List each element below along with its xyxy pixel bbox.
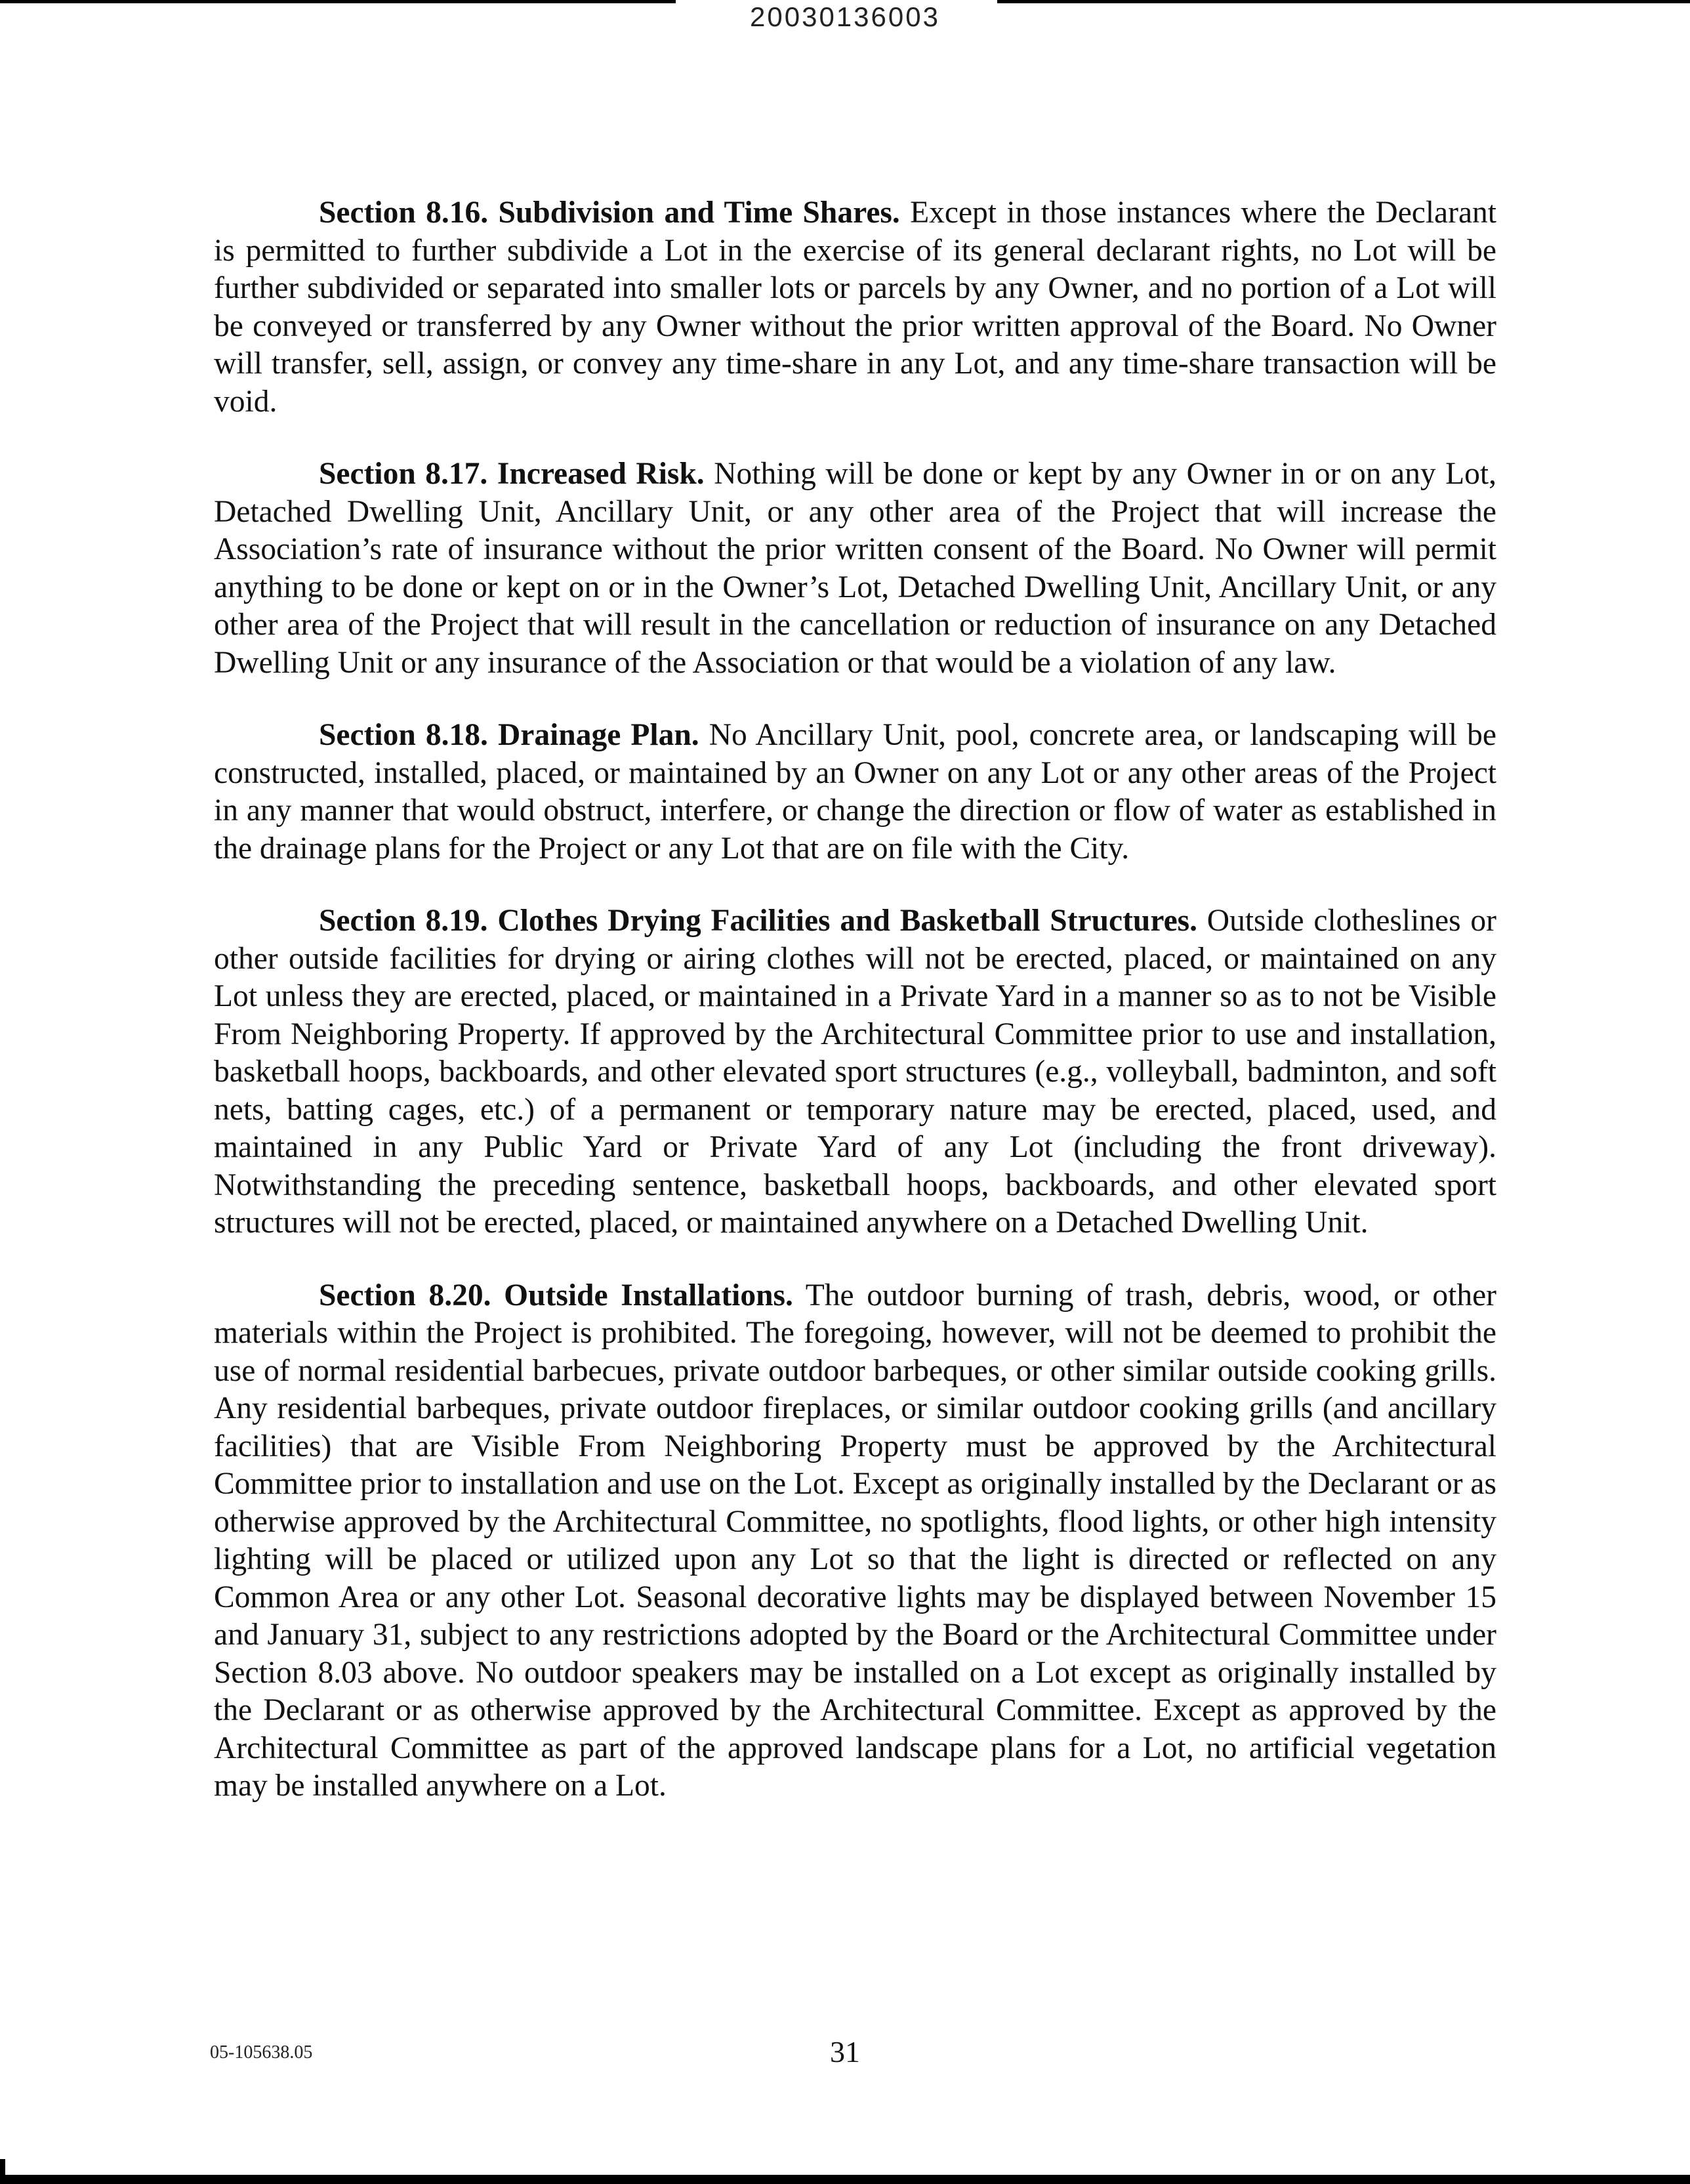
page-body — [214, 194, 1496, 1840]
section-8-18 — [214, 717, 1496, 868]
section-body: Outside clotheslines or other outside facilities for drying or airing clothes will not be erected, placed, or maintained on any Lot unless they are erected, placed, or maintained in a Private Yard in a manner so as to not be Visible From Neighboring Property. If approved by the Architectural Committee prior to use and installation, basketball hoops, backboards, and other elevated sport structures (e.g., volleyball, badminton, and soft nets, batting cages, etc.) of a permanent or temporary nature may be erected, placed, used, and maintained in any Public Yard or Private Yard of any Lot (including the front driveway). Notwithstanding the preceding sentence, basketball hoops, backboards, and other elevated sport structures will not be erected, placed, or maintained anywhere on a Detached Dwelling Unit. — [214, 904, 1496, 1240]
section-heading: Section 8.17. Increased Risk. — [319, 457, 705, 491]
footer-document-code: 05-105638.05 — [210, 2042, 313, 2063]
section-heading: Section 8.18. Drainage Plan. — [319, 718, 699, 752]
section-body: The outdoor burning of trash, debris, wood, or other materials within the Project is prohibited. The foregoing, however, will not be deemed to prohibit the use of normal residential barbecues, private outdoor barbeques, or other similar outside cooking grills. Any residential barbeques, private outdoor fireplaces, or similar outdoor cooking grills (and ancillary facilities) that are Visible From Neighboring Property must be approved by the Architectural Committee prior to installation and use on the Lot. Except as originally installed by the Declarant or as otherwise approved by the Architectural Committee, no spotlights, flood lights, or other high intensity lighting will be placed or utilized upon any Lot so that the light is directed or reflected on any Common Area or any other Lot. Seasonal decorative lights may be displayed between November 15 and January 31, subject to any restrictions adopted by the Board or the Architectural Committee under Section 8.03 above. No outdoor speakers may be installed on a Lot except as originally installed by the Declarant or as otherwise approved by the Architectural Committee. Except as approved by the Architectural Committee as part of the approved landscape plans for a Lot, no artificial vegetation may be installed anywhere on a Lot. — [214, 1278, 1496, 1803]
scan-edge-bottom — [0, 2175, 1690, 2184]
section-heading: Section 8.20. Outside Installations. — [319, 1278, 793, 1312]
section-heading: Section 8.19. Clothes Drying Facilities and Basketball Structures. — [319, 904, 1198, 938]
section-8-20 — [214, 1277, 1496, 1805]
section-8-19 — [214, 902, 1496, 1242]
section-body: No Ancillary Unit, pool, concrete area, or landscaping will be constructed, installed, placed, or maintained by an Owner on any Lot or any other areas of the Project in any manner that would obstruct, interfere, or change the direction or flow of water as established in the drainage plans for the Project or any Lot that are on file with the City. — [214, 718, 1496, 866]
section-body: Except in those instances where the Declarant is permitted to further subdivide a Lot in the exercise of its general declarant rights, no Lot will be further subdivided or separated into smaller lots or parcels by any Owner, and no portion of a Lot will be conveyed or transferred by any Owner without the prior written approval of the Board. No Owner will transfer, sell, assign, or convey any time-share in any Lot, and any time-share transaction will be void. — [214, 196, 1496, 419]
scan-edge-left — [0, 2159, 5, 2184]
page-number: 31 — [830, 2035, 860, 2068]
section-body: Nothing will be done or kept by any Owner in or on any Lot, Detached Dwelling Unit, Ancillary Unit, or any other area of the Project that will increase the Association’s rate of insurance without the prior written consent of the Board. No Owner will permit anything to be done or kept on or in the Owner’s Lot, Detached Dwelling Unit, Ancillary Unit, or any other area of the Project that will result in the cancellation or reduction of insurance on any Detached Dwelling Unit or any insurance of the Association or that would be a violation of any law. — [214, 457, 1496, 680]
section-heading: Section 8.16. Subdivision and Time Shares. — [319, 196, 900, 230]
document-id: 20030136003 — [750, 1, 940, 32]
section-8-16 — [214, 194, 1496, 421]
section-8-17 — [214, 455, 1496, 682]
